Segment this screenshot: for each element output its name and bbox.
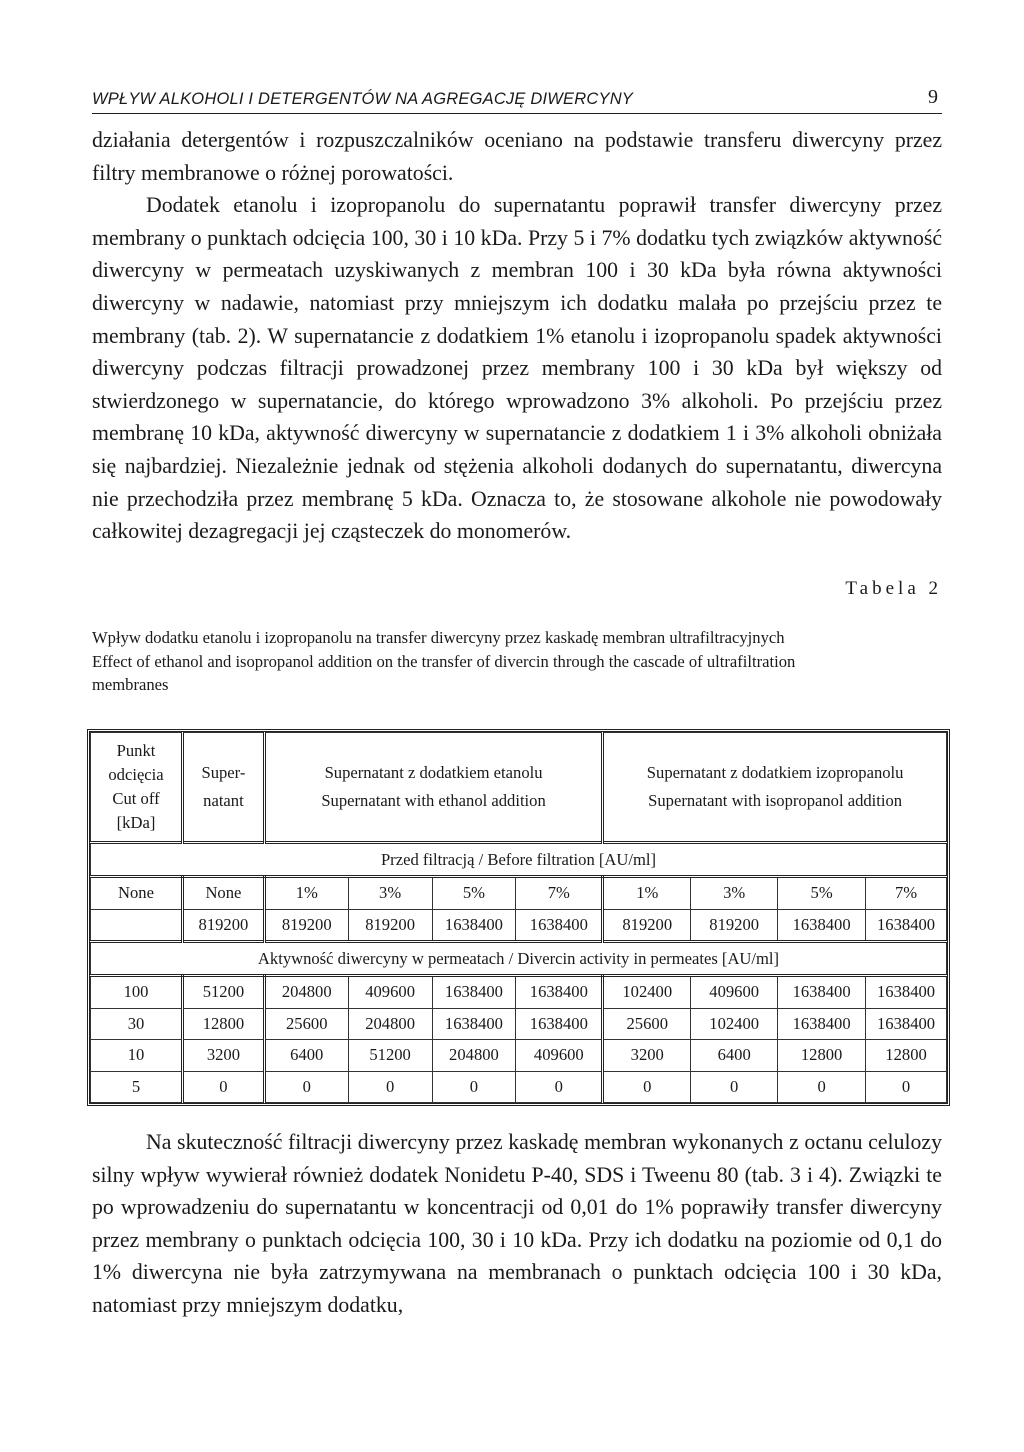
table-cell: None: [183, 877, 265, 910]
table-cell: 0: [603, 1071, 691, 1103]
table-cell: 6400: [264, 1040, 348, 1072]
running-title: WPŁYW ALKOHOLI I DETERGENTÓW NA AGREGACJĘ DIWERCYNY: [92, 90, 634, 108]
table-cell: 409600: [691, 976, 778, 1009]
table-cell: 12800: [778, 1040, 866, 1072]
header-ethanol: Supernatant z dodatkiem etanolu Supernatant with ethanol addition: [264, 733, 602, 843]
text-block-bottom: [92, 1126, 942, 1322]
table-cell: 12800: [866, 1040, 947, 1072]
caption-english-line2: membranes: [92, 675, 169, 694]
table-cell: 204800: [264, 976, 348, 1009]
table-cell: 1638400: [516, 909, 603, 942]
header-cutoff: Punkt odcięcia Cut off [kDa]: [91, 733, 183, 843]
table-cell: 0: [866, 1071, 947, 1103]
table-cell: 5%: [432, 877, 516, 910]
page-number: 9: [928, 86, 938, 108]
table-cell: 1638400: [866, 976, 947, 1009]
before-values-row: [91, 909, 947, 942]
table-cell: 819200: [603, 909, 691, 942]
caption-english-line1: Effect of ethanol and isopropanol addition on the transfer of divercin through the cascade of ultrafiltration: [92, 651, 796, 671]
table-cell: 5%: [778, 877, 866, 910]
paragraph: Na skuteczność filtracji diwercyny przez kaskadę membran wykonanych z octanu celulozy silny wpływ wywierał również dodatek Nonidetu P-40, SDS i Tweenu 80 (tab. 3 i 4). Związki te po wprowadzeniu do supernatantu w koncentracji od 0,01 do 1% poprawiły transfer diwercyny przez membrany o punktach odcięcia 100, 30 i 10 kDa. Przy ich dodatku na poziomie od 0,1 do 1% diwercyna nie była zatrzymywana na membranach o punktach odcięcia 100 i 30 kDa, natomiast przy mniejszym dodatku,: [92, 1130, 942, 1317]
table-cell: 0: [516, 1071, 603, 1103]
table-cell: 7%: [516, 877, 603, 910]
table-cell: 3200: [183, 1040, 265, 1072]
table-header-row: [91, 733, 947, 843]
table-cell: 3200: [603, 1040, 691, 1072]
table-cell: 1638400: [516, 976, 603, 1009]
table-cell: 1%: [264, 877, 348, 910]
table-cell: 30: [91, 1008, 183, 1040]
data-table: [87, 729, 950, 1106]
table-cell: 1638400: [866, 909, 947, 942]
before-filtration-label-row: [91, 843, 947, 877]
table-cell: 1638400: [432, 1008, 516, 1040]
paragraph: Dodatek etanolu i izopropanolu do supernatantu poprawił transfer diwercyny przez membrany o punktach odcięcia 100, 30 i 10 kDa. Przy 5 i 7% dodatku tych związków aktywność diwercyny w permeatach uzyskiwanych z membran 100 i 30 kDa była równa aktywności diwercyny w nadawie, natomiast przy mniejszym ich dodatku malała po przejściu przez te membrany (tab. 2). W supernatancie z dodatkiem 1% etanolu i izopropanolu spadek aktywności diwercyny podczas filtracji prowadzonej przez membrany 100 i 30 kDa był większy od stwierdzonego w supernatancie, do którego wprowadzono 3% alkoholi. Po przejściu przez membranę 10 kDa, aktywność diwercyny w supernatancie z dodatkiem 1 i 3% alkoholi obniżała się najbardziej. Niezależnie jednak od stężenia alkoholi dodanych do supernatantu, diwercyna nie przechodziła przez membranę 5 kDa. Oznacza to, że stosowane alkohole nie powodowały całkowitej dezagregacji jej cząsteczek do monomerów.: [92, 193, 942, 544]
table-cell: 6400: [691, 1040, 778, 1072]
running-header: [92, 86, 942, 114]
table-cell: 7%: [866, 877, 947, 910]
table-cell: 409600: [516, 1040, 603, 1072]
table-cell: None: [91, 877, 183, 910]
table-row: [91, 1008, 947, 1040]
table-cell: 409600: [348, 976, 432, 1009]
table-cell: 819200: [348, 909, 432, 942]
permeate-label: Aktywność diwercyny w permeatach / Divercin activity in permeates [AU/ml]: [91, 942, 947, 976]
table-cell: 51200: [183, 976, 265, 1009]
table-cell: 5: [91, 1071, 183, 1103]
table-cell: 0: [691, 1071, 778, 1103]
table-cell: 102400: [603, 976, 691, 1009]
table-cell: 1638400: [516, 1008, 603, 1040]
table-cell: 204800: [432, 1040, 516, 1072]
table-cell: 1%: [603, 877, 691, 910]
table-cell: 12800: [183, 1008, 265, 1040]
table-cell: 25600: [603, 1008, 691, 1040]
table-cell: 100: [91, 976, 183, 1009]
table-cell: 0: [264, 1071, 348, 1103]
table-cell: 25600: [264, 1008, 348, 1040]
table-cell: 10: [91, 1040, 183, 1072]
table-cell: 1638400: [866, 1008, 947, 1040]
table-cell: 0: [183, 1071, 265, 1103]
table-row: [91, 976, 947, 1009]
table-cell: 102400: [691, 1008, 778, 1040]
table-cell: 0: [348, 1071, 432, 1103]
table-cell: 3%: [348, 877, 432, 910]
table-cell: 1638400: [432, 909, 516, 942]
table-caption: [92, 626, 952, 697]
table-cell: 819200: [691, 909, 778, 942]
table-cell: 1638400: [778, 1008, 866, 1040]
permeate-label-row: [91, 942, 947, 976]
table-cell: 0: [778, 1071, 866, 1103]
header-isopropanol: Supernatant z dodatkiem izopropanolu Supernatant with isopropanol addition: [603, 733, 947, 843]
table-row: [91, 1071, 947, 1103]
table-cell: 819200: [264, 909, 348, 942]
before-filtration-label: Przed filtracją / Before filtration [AU/ml]: [91, 843, 947, 877]
table-cell: 3%: [691, 877, 778, 910]
text-block-top: [92, 124, 942, 548]
table-cell: 1638400: [432, 976, 516, 1009]
concentration-row: [91, 877, 947, 910]
table-cell: 1638400: [778, 909, 866, 942]
paragraph: działania detergentów i rozpuszczalników oceniano na podstawie transferu diwercyny przez filtry membranowe o różnej porowatości.: [92, 128, 942, 185]
table-cell: 0: [432, 1071, 516, 1103]
table-cell: 819200: [183, 909, 265, 942]
table-row: [91, 1040, 947, 1072]
header-supernatant: Super- natant: [183, 733, 265, 843]
caption-polish: Wpływ dodatku etanolu i izopropanolu na transfer diwercyny przez kaskadę membran ultrafiltracyjnych: [92, 628, 785, 647]
table-cell: [91, 909, 183, 942]
table-cell: 204800: [348, 1008, 432, 1040]
table-cell: 1638400: [778, 976, 866, 1009]
table-cell: 51200: [348, 1040, 432, 1072]
table-label: Tabela 2: [845, 578, 942, 599]
